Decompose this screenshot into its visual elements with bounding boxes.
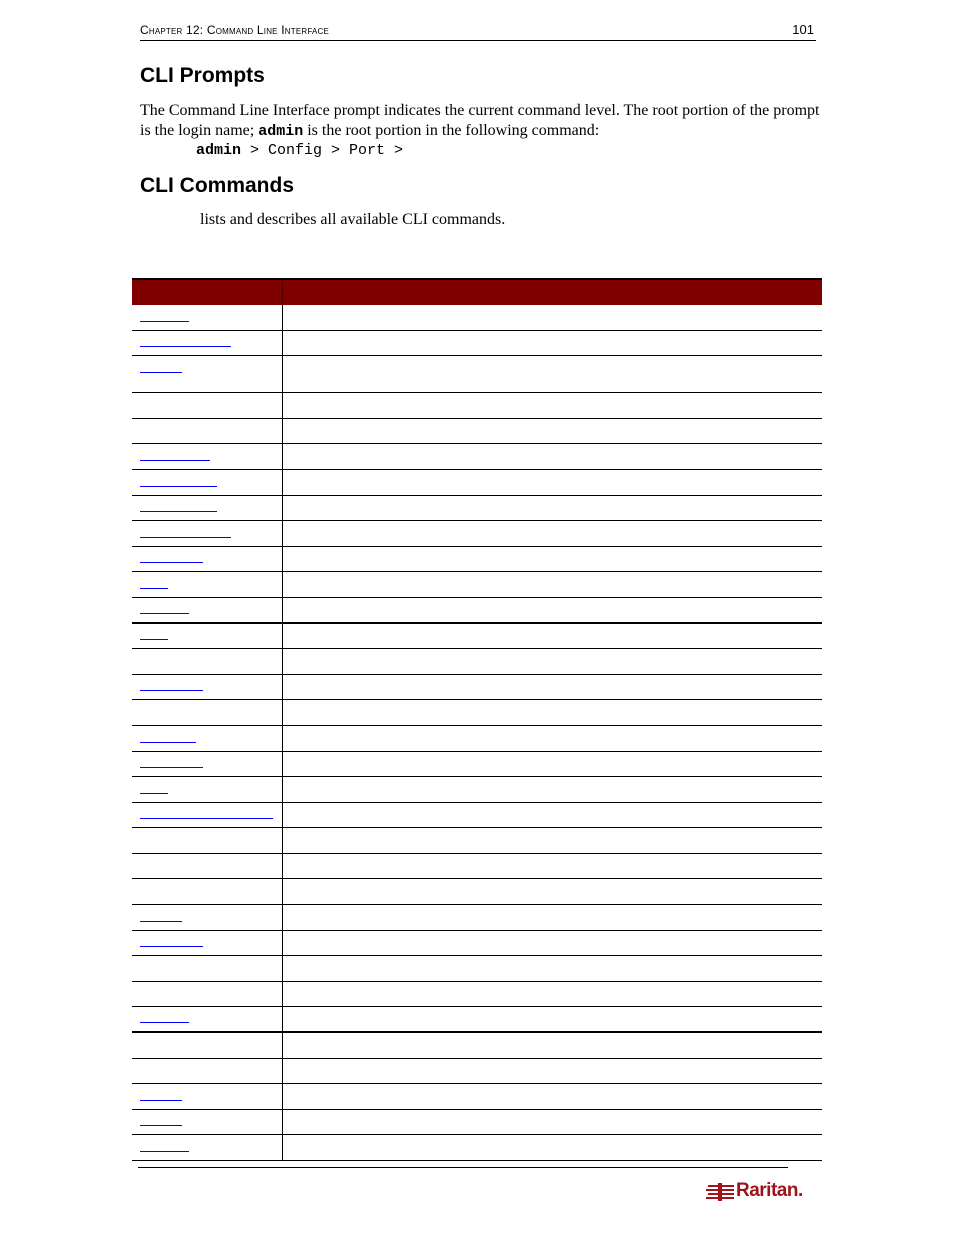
command-link[interactable] — [140, 920, 182, 922]
table-row — [132, 777, 822, 803]
command-link[interactable] — [140, 1021, 189, 1023]
table-row — [132, 649, 822, 675]
command-link[interactable] — [140, 945, 203, 947]
prompts-text-after: is the root portion in the following command: — [307, 122, 600, 139]
command-link[interactable] — [140, 510, 217, 512]
table-row — [132, 624, 822, 650]
table-row — [132, 931, 822, 957]
table-row — [132, 726, 822, 752]
command-link[interactable] — [140, 345, 231, 347]
cli-commands-intro: lists and describes all available CLI commands. — [200, 211, 506, 228]
command-link[interactable] — [140, 587, 168, 589]
command-link[interactable] — [140, 817, 273, 819]
page-header — [140, 22, 816, 41]
command-link[interactable] — [140, 766, 203, 768]
command-link[interactable] — [140, 561, 203, 563]
table-row — [132, 572, 822, 598]
command-link[interactable] — [140, 485, 217, 487]
table-row — [132, 956, 822, 982]
prompts-text-before: The Command Line Interface prompt indicates the current command level. The root portion of the prompt is the login name; — [140, 102, 820, 139]
cli-prompts-heading: CLI Prompts — [140, 64, 265, 87]
table-row — [132, 1033, 822, 1059]
table-body — [132, 305, 822, 1161]
table-row — [132, 393, 822, 419]
table-row — [132, 598, 822, 624]
cli-commands-table — [132, 278, 822, 1161]
table-row — [132, 419, 822, 445]
raritan-logo-text: Raritan. — [736, 1180, 803, 1201]
page-number: 101 — [792, 22, 814, 37]
command-link[interactable] — [140, 536, 231, 538]
command-link[interactable] — [140, 1150, 189, 1152]
table-row — [132, 752, 822, 778]
command-link[interactable] — [140, 459, 210, 461]
command-link[interactable] — [140, 638, 168, 640]
table-row — [132, 803, 822, 829]
table-row — [132, 1007, 822, 1033]
table-row — [132, 1059, 822, 1085]
table-row — [132, 982, 822, 1008]
command-link[interactable] — [140, 1124, 182, 1126]
command-link[interactable] — [140, 612, 189, 614]
command-link[interactable] — [140, 792, 168, 794]
raritan-mark-icon — [706, 1180, 736, 1204]
table-row — [132, 854, 822, 880]
table-row — [132, 470, 822, 496]
cli-prompts-paragraph — [140, 101, 820, 142]
table-row — [132, 496, 822, 522]
table-row — [132, 444, 822, 470]
table-row — [132, 879, 822, 905]
header-column-divider — [282, 282, 283, 303]
table-row — [132, 547, 822, 573]
table-row — [132, 1110, 822, 1136]
cli-commands-heading: CLI Commands — [140, 174, 295, 197]
command-link[interactable] — [140, 320, 189, 322]
command-link[interactable] — [140, 371, 182, 373]
command-link[interactable] — [140, 689, 203, 691]
prompt-example — [196, 142, 403, 159]
chapter-title: Chapter 12: Command Line Interface — [140, 23, 330, 37]
table-row — [132, 331, 822, 357]
command-link[interactable] — [140, 741, 196, 743]
table-header-row — [132, 278, 822, 305]
table-row — [132, 356, 822, 393]
table-row — [132, 675, 822, 701]
command-link[interactable] — [140, 1099, 182, 1101]
raritan-logo — [706, 1180, 818, 1204]
admin-code-word: admin — [258, 123, 304, 140]
table-row — [132, 521, 822, 547]
table-row — [132, 905, 822, 931]
prompt-example-path: > Config > Port > — [241, 142, 404, 159]
footer-rule — [138, 1167, 788, 1168]
table-row — [132, 1084, 822, 1110]
table-row — [132, 1135, 822, 1161]
table-row — [132, 700, 822, 726]
table-row — [132, 828, 822, 854]
prompt-example-root: admin — [196, 142, 242, 159]
table-row — [132, 305, 822, 331]
